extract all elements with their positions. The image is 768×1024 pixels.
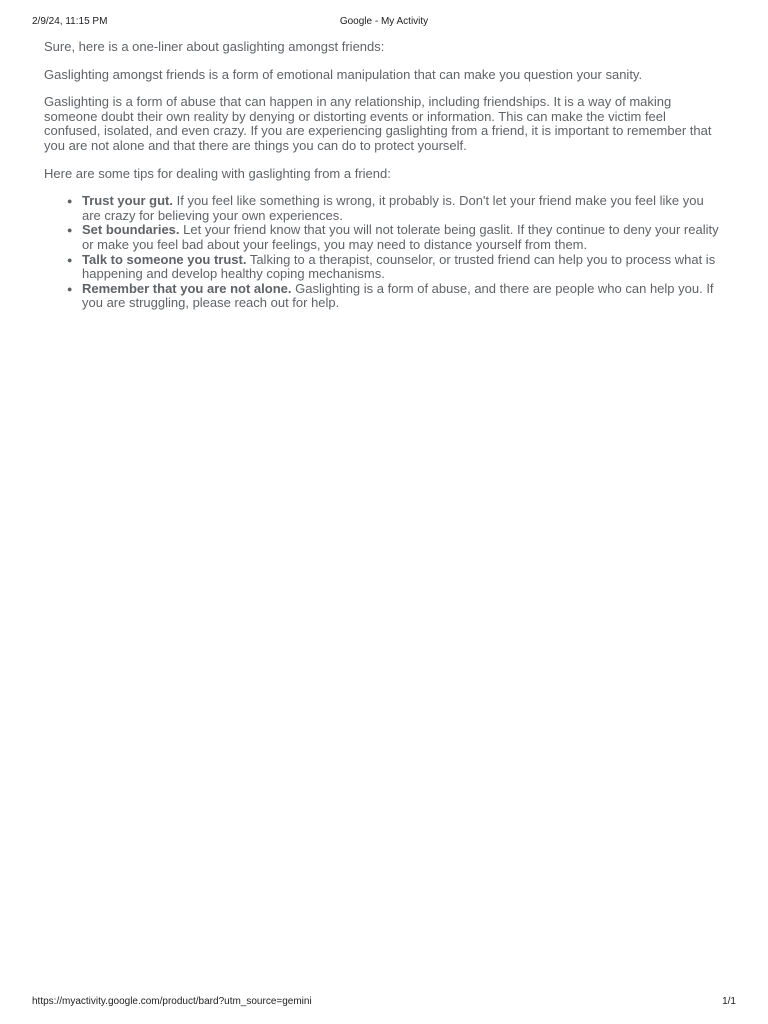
page-number: 1/1	[722, 996, 736, 1007]
explanation-paragraph: Gaslighting is a form of abuse that can happen in any relationship, including friendships. It is a way of making someone doubt their own reality by denying or distorting events or information. This can make the victim feel confused, isolated, and even crazy. If you are experiencing gaslighting from a friend, it is important to remember that you are not alone and that there are things you can do to protect yourself.	[44, 94, 712, 153]
print-datetime: 2/9/24, 11:15 PM	[32, 16, 108, 27]
tip-title: Trust your gut.	[82, 193, 173, 209]
bullet-icon: ●	[67, 225, 73, 236]
bullet-icon: ●	[67, 283, 73, 294]
print-header	[32, 16, 736, 30]
intro-paragraph: Sure, here is a one-liner about gaslighting amongst friends:	[44, 39, 385, 54]
tips-intro-paragraph: Here are some tips for dealing with gaslighting from a friend:	[44, 165, 391, 181]
bullet-icon: ●	[67, 254, 73, 265]
tip-title: Remember that you are not alone.	[82, 280, 292, 296]
tip-text: Gaslighting is a form of abuse, and there are people who can help you. If you are struggling, please reach out for help.	[82, 280, 714, 311]
tip-title: Talk to someone you trust.	[82, 251, 247, 267]
tip-text: Let your friend know that you will not tolerate being gaslit. If they continue to deny your reality or make you feel bad about your feelings, you may need to distance yourself from them.	[82, 222, 719, 252]
list-item	[67, 222, 724, 252]
list-item	[67, 251, 724, 282]
one-liner-paragraph: Gaslighting amongst friends is a form of emotional manipulation that can make you question your sanity.	[44, 66, 643, 82]
page-title: Google - My Activity	[339, 16, 429, 27]
tip-text: Talking to a therapist, counselor, or trusted friend can help you to process what is happening and develop healthy coping mechanisms.	[82, 251, 716, 282]
bullet-icon: ●	[67, 196, 73, 207]
tip-text: If you feel like something is wrong, it probably is. Don't let your friend make you feel like you are crazy for believing your own experiences.	[82, 193, 704, 223]
source-url: https://myactivity.google.com/product/bard?utm_source=gemini	[32, 996, 312, 1007]
response-content	[44, 40, 724, 311]
tips-list	[44, 194, 724, 311]
list-item	[67, 193, 724, 223]
print-footer	[32, 996, 736, 1010]
tip-title: Set boundaries.	[82, 222, 180, 238]
list-item	[67, 280, 724, 311]
